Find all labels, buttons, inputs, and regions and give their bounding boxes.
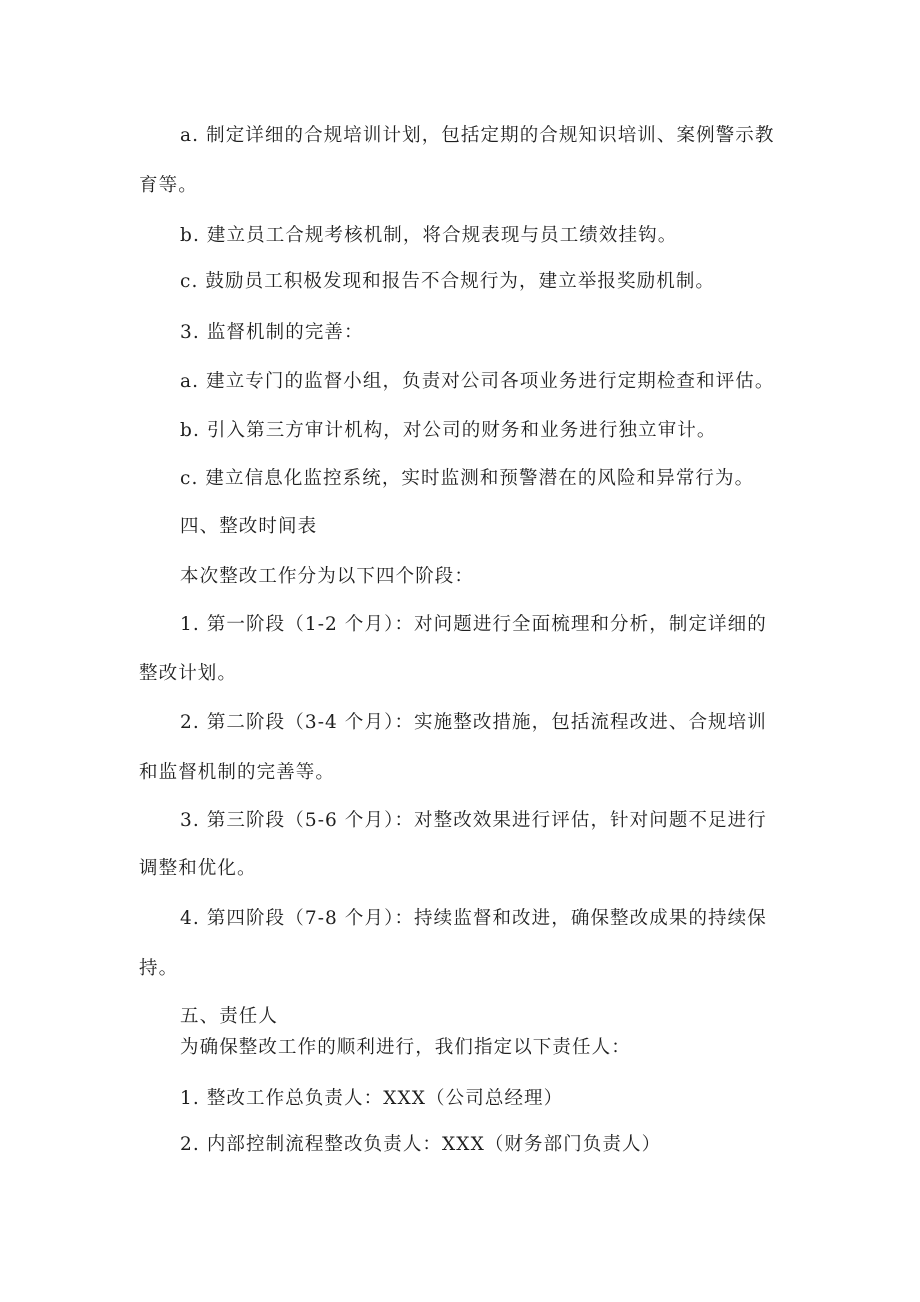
- responsible-1-text: 1. 整改工作总负责人：XXX（公司总经理）: [180, 1088, 564, 1109]
- timeline-intro-text: 本次整改工作分为以下四个阶段：: [180, 566, 475, 587]
- section-four-heading: 四、整改时间表: [180, 516, 318, 537]
- phase-1-line-2: 整改计划。: [139, 663, 238, 684]
- compliance-a-line-1: a. 制定详细的合规培训计划，包括定期的合规知识培训、案例警示教: [180, 125, 775, 146]
- phase-2-line-2: 和监督机制的完善等。: [139, 762, 336, 783]
- compliance-c-text: c. 鼓励员工积极发现和报告不合规行为，建立举报奖励机制。: [180, 271, 716, 292]
- responsible-intro-text: 为确保整改工作的顺利进行，我们指定以下责任人：: [180, 1037, 631, 1058]
- compliance-a-line-2: 育等。: [139, 175, 198, 196]
- phase-2-line-1: 2. 第二阶段（3-4 个月）：实施整改措施，包括流程改进、合规培训: [180, 712, 767, 733]
- phase-4-line-1: 4. 第四阶段（7-8 个月）：持续监督和改进，确保整改成果的持续保: [180, 908, 767, 929]
- phase-4-line-2: 持。: [139, 958, 179, 979]
- supervision-a-text: a. 建立专门的监督小组，负责对公司各项业务进行定期检查和评估。: [180, 371, 775, 392]
- supervision-b-text: b. 引入第三方审计机构，对公司的财务和业务进行独立审计。: [180, 420, 717, 441]
- supervision-heading: 3. 监督机制的完善：: [180, 322, 364, 343]
- phase-3-line-2: 调整和优化。: [139, 858, 257, 879]
- phase-1-line-1: 1. 第一阶段（1-2 个月）：对问题进行全面梳理和分析，制定详细的: [180, 614, 767, 635]
- responsible-2-text: 2. 内部控制流程整改负责人：XXX（财务部门负责人）: [180, 1134, 662, 1155]
- section-five-heading: 五、责任人: [180, 1006, 279, 1027]
- compliance-b-text: b. 建立员工合规考核机制，将合规表现与员工绩效挂钩。: [180, 225, 678, 246]
- supervision-c-text: c. 建立信息化监控系统，实时监测和预警潜在的风险和异常行为。: [180, 468, 755, 489]
- phase-3-line-1: 3. 第三阶段（5-6 个月）：对整改效果进行评估，针对问题不足进行: [180, 810, 767, 831]
